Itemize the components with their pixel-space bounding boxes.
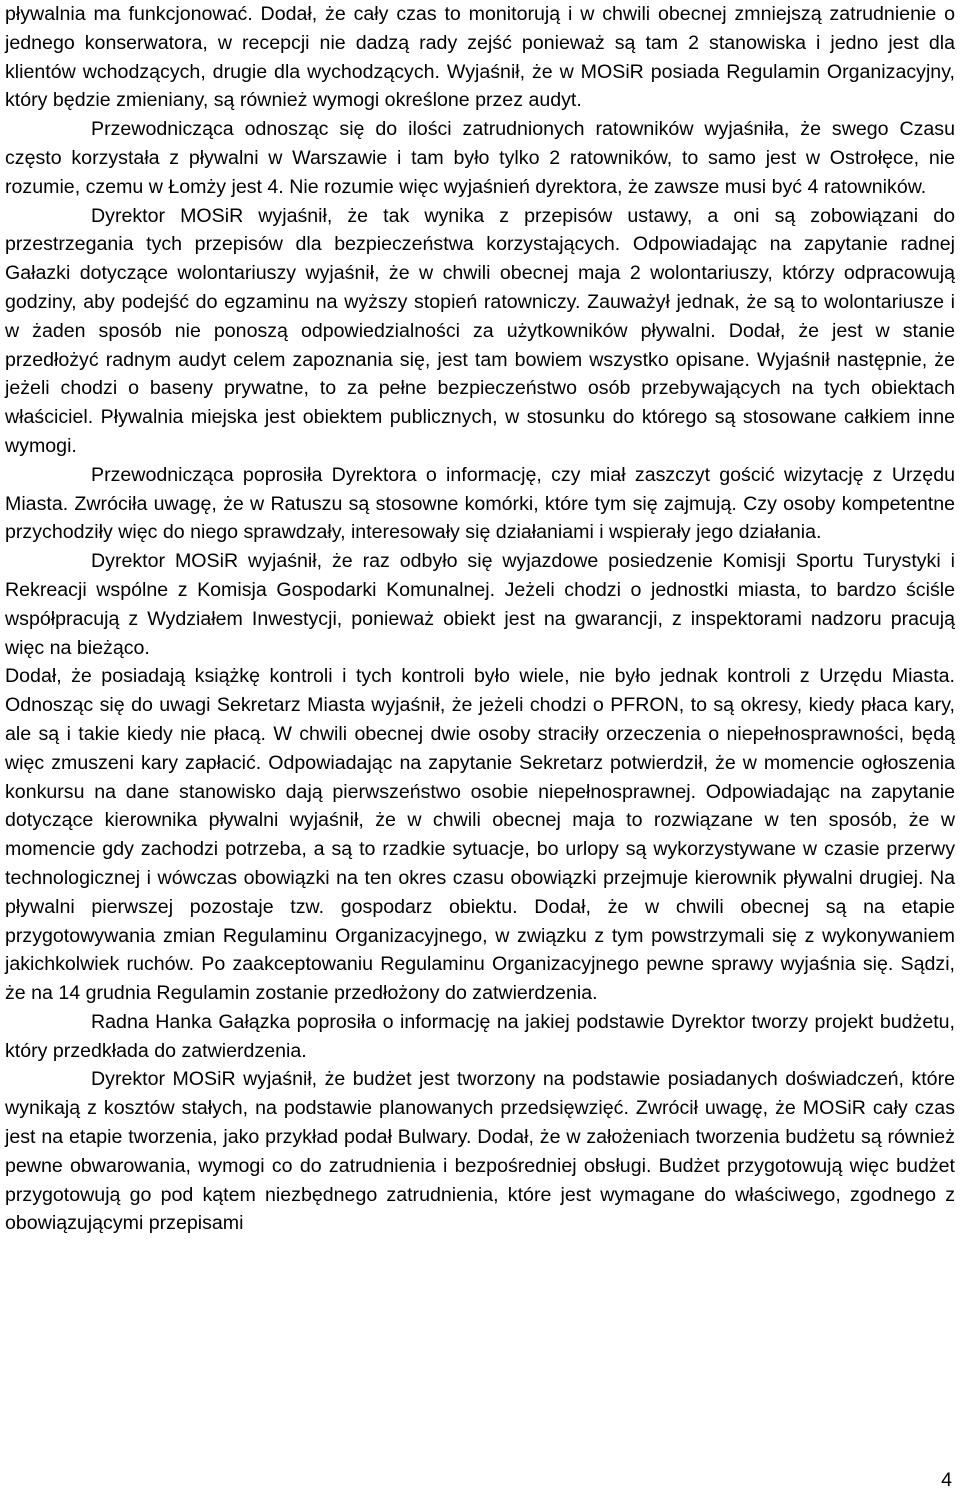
paragraph-inspections-pfron: Dodał, że posiadają książkę kontroli i tych kontroli było wiele, nie było jednak kontroli z Urzędu Miasta. Odnosząc się do uwagi Sekretarz Miasta wyjaśnił, że jeżeli chodzi o PFRON, to są okresy, kiedy płaca kary, ale są i takie kiedy nie płacą. W chwili obecnej dwie osoby straciły orzeczenia o niepełnosprawności, będą więc zmuszeni kary zapłacić. Odpowiadając na zapytanie Sekretarz potwierdził, że w momencie ogłoszenia konkursu na dane stanowisko dają pierwszeństwo osobie niepełnosprawnej. Odpowiadając na zapytanie dotyczące kierownika pływalni wyjaśnił, że w chwili obecnej maja to rozwiązane w ten sposób, że w momencie gdy zachodzi potrzeba, a są to rzadkie sytuacje, bo urlopy są wykorzystywane w czasie przerwy technologicznej i wówczas obowiązki na ten okres czasu obowiązki przejmuje kierownik pływalni drugiej. Na pływalni pierwszej pozostaje tzw. gospodarz obiektu. Dodał, że w chwili obecnej są na etapie przygotowywania zmian Regulaminu Organizacyjnego, w związku z tym powstrzymali się z wykonywaniem jakichkolwiek ruchów. Po zaakceptowaniu Regulaminu Organizacyjnego pewne sprawy wyjaśnia się. Sądzi, że na 14 grudnia Regulamin zostanie przedłożony do zatwierdzenia. bbox=[5, 665, 955, 1005]
paragraph-director-regulations: Dyrektor MOSiR wyjaśnił, że tak wynika z przepisów ustawy, a oni są zobowiązani do przestrzegania tych przepisów dla bezpieczeństwa korzystających. Odpowiadając na zapytanie radnej Gałazki dotyczące wolontariuszy wyjaśnił, że w chwili obecnej maja 2 wolontariuszy, którzy odpracowują godziny, aby podejść do egzaminu na wyższy stopień ratowniczy. Zauważył jednak, że są to wolontariusze i w żaden sposób nie ponoszą odpowiedzialności za użytkowników pływalni. Dodał, że jest w stanie przedłożyć radnym audyt celem zapoznania się, jest tam bowiem wszystko opisane. Wyjaśnił następnie, że jeżeli chodzi o baseny prywatne, to za pełne bezpieczeństwo osób przebywających na tych obiektach właściciel. Pływalnia miejska jest obiektem publicznych, w stosunku do którego są stosowane całkiem inne wymogi. bbox=[5, 204, 955, 457]
paragraph-pool-operations: pływalnia ma funkcjonować. Dodał, że cały czas to monitorują i w chwili obecnej zmniejszą zatrudnienie o jednego konserwatora, w recepcji nie dadzą rady zejść ponieważ są tam 2 stanowiska i jedno jest dla klientów wchodzących, drugie dla wychodzących. Wyjaśnił, że w MOSiR posiada Regulamin Organizacyjny, który będzie zmieniany, są również wymogi określone przez audyt. bbox=[5, 3, 955, 112]
paragraph-director-commission: Dyrektor MOSiR wyjaśnił, że raz odbyło się wyjazdowe posiedzenie Komisji Sportu Turystyki i Rekreacji wspólne z Komisja Gospodarki Komunalnej. Jeżeli chodzi o jednostki miasta, to bardzo ściśle współpracują z Wydziałem Inwestycji, ponieważ obiekt jest na gwarancji, z inspektorami nadzoru pracują więc na bieżąco. bbox=[5, 550, 955, 659]
paragraph-chair-city-visit: Przewodnicząca poprosiła Dyrektora o informację, czy miał zaszczyt gościć wizytację z Urzędu Miasta. Zwróciła uwagę, że w Ratuszu są stosowne komórki, które tym się zajmują. Czy osoby kompetentne przychodziły więc do niego sprawdzały, interesowały się działaniami i wspierały jego działania. bbox=[5, 463, 955, 544]
page-number: 4 bbox=[941, 1469, 952, 1491]
paragraph-director-budget-answer: Dyrektor MOSiR wyjaśnił, że budżet jest tworzony na podstawie posiadanych doświadczeń, które wynikają z kosztów stałych, na podstawie planowanych przedsięwzięć. Zwrócił uwagę, że MOSiR cały czas jest na etapie tworzenia, jako przykład podał Bulwary. Dodał, że w założeniach tworzenia budżetu są również pewne obwarowania, wymogi co do zatrudnienia i bezpośredniej obsługi. Budżet przygotowują więc budżet przygotowują go pod kątem niezbędnego zatrudnienia, które jest wymagane do właściwego, zgodnego z obowiązującymi przepisami bbox=[5, 1068, 955, 1235]
paragraph-chair-lifeguards: Przewodnicząca odnosząc się do ilości zatrudnionych ratowników wyjaśniła, że swego Czasu często korzystała z pływalni w Warszawie i tam było tylko 2 ratowników, to samo jest w Ostrołęce, nie rozumie, czemu w Łomży jest 4. Nie rozumie więc wyjaśnień dyrektora, że zawsze musi być 4 ratowników. bbox=[5, 118, 955, 198]
document-body bbox=[5, 0, 955, 1238]
paragraph-councillor-budget-question: Radna Hanka Gałązka poprosiła o informację na jakiej podstawie Dyrektor tworzy projekt budżetu, który przedkłada do zatwierdzenia. bbox=[5, 1010, 955, 1062]
